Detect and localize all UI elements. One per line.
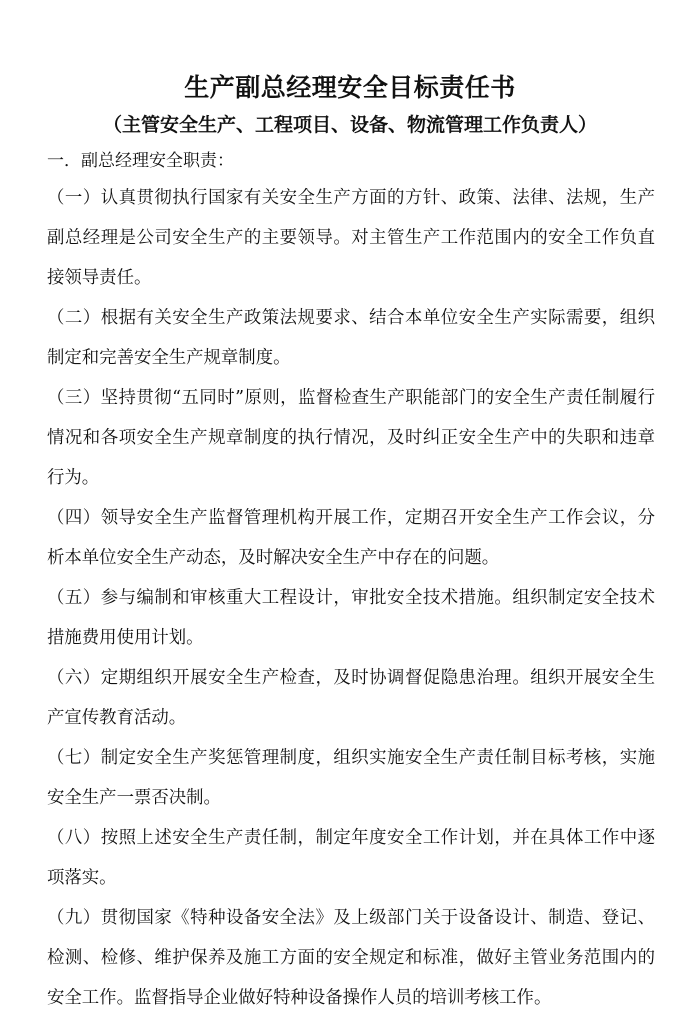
paragraph-1: （一）认真贯彻执行国家有关安全生产方面的方针、政策、法律、法规，生产副总经理是公司安全生产的主要领导。对主管生产工作范围内的安全工作负直接领导责任。 — [47, 188, 655, 288]
paragraph-4: （四）领导安全生产监督管理机构开展工作，定期召开安全生产工作会议，分析本单位安全生产动态，及时解决安全生产中存在的问题。 — [47, 508, 655, 568]
paragraph-3: （三）坚持贯彻“五同时”原则，监督检查生产职能部门的安全生产责任制履行情况和各项安全生产规章制度的执行情况，及时纠正安全生产中的失职和违章行为。 — [47, 388, 655, 488]
paragraph-7: （七）制定安全生产奖惩管理制度，组织实施安全生产责任制目标考核，实施安全生产一票否决制。 — [47, 748, 655, 808]
document-body — [47, 178, 655, 1018]
paragraph-8: （八）按照上述安全生产责任制，制定年度安全工作计划，并在具体工作中逐项落实。 — [47, 828, 655, 888]
paragraph-6: （六）定期组织开展安全生产检查，及时协调督促隐患治理。组织开展安全生产宣传教育活动。 — [47, 668, 655, 728]
document-subtitle: （主管安全生产、工程项目、设备、物流管理工作负责人） — [102, 114, 597, 136]
paragraph-2: （二）根据有关安全生产政策法规要求、结合本单位安全生产实际需要，组织制定和完善安全生产规章制度。 — [47, 308, 655, 368]
paragraph-9: （九）贯彻国家《特种设备安全法》及上级部门关于设备设计、制造、登记、检测、检修、维护保养及施工方面的安全规定和标准，做好主管业务范围内的安全工作。监督指导企业做好特种设备操作人员的培训考核工作。 — [47, 908, 655, 1008]
document-title: 生产副总经理安全目标责任书 — [184, 73, 516, 102]
section-heading: 一．副总经理安全职责： — [47, 151, 234, 171]
paragraph-5: （五）参与编制和审核重大工程设计，审批安全技术措施。组织制定安全技术措施费用使用计划。 — [47, 588, 655, 648]
